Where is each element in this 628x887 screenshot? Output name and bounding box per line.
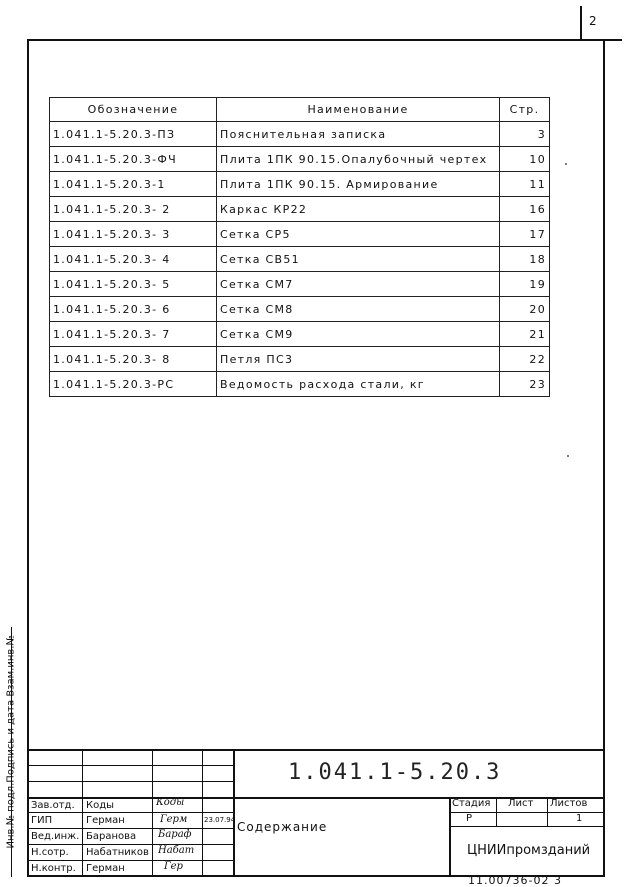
signer-name: Набатников bbox=[86, 847, 149, 858]
signature: Бараф bbox=[158, 829, 192, 840]
row-name: Плита 1ПК 90.15.Опалубочный чертех bbox=[217, 147, 500, 172]
row-code: 1.041.1-5.20.3- 5 bbox=[50, 272, 217, 297]
stage-label: Стадия bbox=[452, 798, 491, 809]
row-code: 1.041.1-5.20.3- 3 bbox=[50, 222, 217, 247]
sheet-title: Содержание bbox=[237, 820, 328, 834]
sheet-number: 2 bbox=[589, 14, 597, 28]
row-code: 1.041.1-5.20.3-ПЗ bbox=[50, 122, 217, 147]
row-name: Сетка СМ8 bbox=[217, 297, 500, 322]
contents-row bbox=[50, 172, 550, 197]
tb-col bbox=[152, 749, 153, 877]
row-name: Петля ПС3 bbox=[217, 347, 500, 372]
signature: Герм bbox=[160, 814, 188, 825]
sheet-label: Лист bbox=[508, 798, 534, 809]
contents-row bbox=[50, 297, 550, 322]
row-page: 16 bbox=[500, 197, 550, 222]
signer-role: Н.сотр. bbox=[31, 847, 69, 858]
contents-row bbox=[50, 372, 550, 397]
contents-row bbox=[50, 322, 550, 347]
row-page: 23 bbox=[500, 372, 550, 397]
row-page: 3 bbox=[500, 122, 550, 147]
row-page: 19 bbox=[500, 272, 550, 297]
row-page: 20 bbox=[500, 297, 550, 322]
signature: Гер bbox=[164, 861, 183, 872]
row-page: 17 bbox=[500, 222, 550, 247]
row-code: 1.041.1-5.20.3- 8 bbox=[50, 347, 217, 372]
document-code: 1.041.1-5.20.3 bbox=[288, 760, 502, 785]
row-page: 18 bbox=[500, 247, 550, 272]
tb-col bbox=[233, 749, 235, 877]
title-block-top bbox=[27, 749, 605, 751]
row-name: Сетка СР5 bbox=[217, 222, 500, 247]
signer-name: Герман bbox=[86, 815, 125, 826]
contents-row bbox=[50, 347, 550, 372]
signer-role: Вед.инж. bbox=[31, 831, 80, 842]
row-code: 1.041.1-5.20.3- 4 bbox=[50, 247, 217, 272]
tb-col bbox=[547, 797, 548, 826]
signer-role: ГИП bbox=[31, 815, 53, 826]
tb-col bbox=[202, 749, 203, 877]
contents-row bbox=[50, 247, 550, 272]
row-name: Пояснительная записка bbox=[217, 122, 500, 147]
row-code: 1.041.1-5.20.3- 6 bbox=[50, 297, 217, 322]
row-name: Ведомость расхода стали, кг bbox=[217, 372, 500, 397]
sheets-label: Листов bbox=[550, 798, 588, 809]
signature: Коды bbox=[156, 797, 185, 808]
signer-name: Коды bbox=[86, 800, 115, 811]
row-name: Каркас КР22 bbox=[217, 197, 500, 222]
contents-row bbox=[50, 122, 550, 147]
header-page: Стр. bbox=[500, 98, 550, 122]
scan-dot bbox=[565, 163, 567, 165]
row-page: 22 bbox=[500, 347, 550, 372]
row-page: 10 bbox=[500, 147, 550, 172]
signer-name: Баранова bbox=[86, 831, 137, 842]
scan-dot bbox=[567, 455, 569, 457]
stage-value: Р bbox=[466, 813, 473, 824]
contents-header-row bbox=[50, 98, 550, 122]
row-code: 1.041.1-5.20.3- 2 bbox=[50, 197, 217, 222]
row-code: 1.041.1-5.20.3-РС bbox=[50, 372, 217, 397]
signature-date: 23.07.94 bbox=[204, 816, 236, 824]
signature: Набат bbox=[158, 845, 195, 856]
footer-code: 11.00736-02 3 bbox=[468, 874, 562, 887]
sheet-number-box bbox=[580, 6, 622, 41]
header-code: Обозначение bbox=[50, 98, 217, 122]
row-page: 11 bbox=[500, 172, 550, 197]
signer-role: Зав.отд. bbox=[31, 800, 75, 811]
row-code: 1.041.1-5.20.3- 7 bbox=[50, 322, 217, 347]
contents-row bbox=[50, 272, 550, 297]
row-code: 1.041.1-5.20.3-1 bbox=[50, 172, 217, 197]
header-name: Наименование bbox=[217, 98, 500, 122]
tb-col bbox=[82, 749, 83, 877]
tb-line bbox=[449, 826, 605, 827]
row-name: Сетка СВ51 bbox=[217, 247, 500, 272]
contents-table bbox=[49, 97, 550, 397]
sheets-value: 1 bbox=[576, 813, 583, 824]
signer-role: Н.контр. bbox=[31, 863, 76, 874]
row-name: Сетка СМ7 bbox=[217, 272, 500, 297]
contents-row bbox=[50, 197, 550, 222]
row-code: 1.041.1-5.20.3-ФЧ bbox=[50, 147, 217, 172]
contents-row bbox=[50, 222, 550, 247]
organization-name: ЦНИИпромзданий bbox=[467, 843, 591, 858]
row-name: Сетка СМ9 bbox=[217, 322, 500, 347]
tb-col bbox=[449, 797, 451, 877]
signer-name: Герман bbox=[86, 863, 125, 874]
contents-row bbox=[50, 147, 550, 172]
row-page: 21 bbox=[500, 322, 550, 347]
left-strip-label: Инв.№ подл.Подпись и дата Взам.инв.№ bbox=[5, 635, 17, 849]
row-name: Плита 1ПК 90.15. Армирование bbox=[217, 172, 500, 197]
tb-col bbox=[496, 797, 497, 826]
